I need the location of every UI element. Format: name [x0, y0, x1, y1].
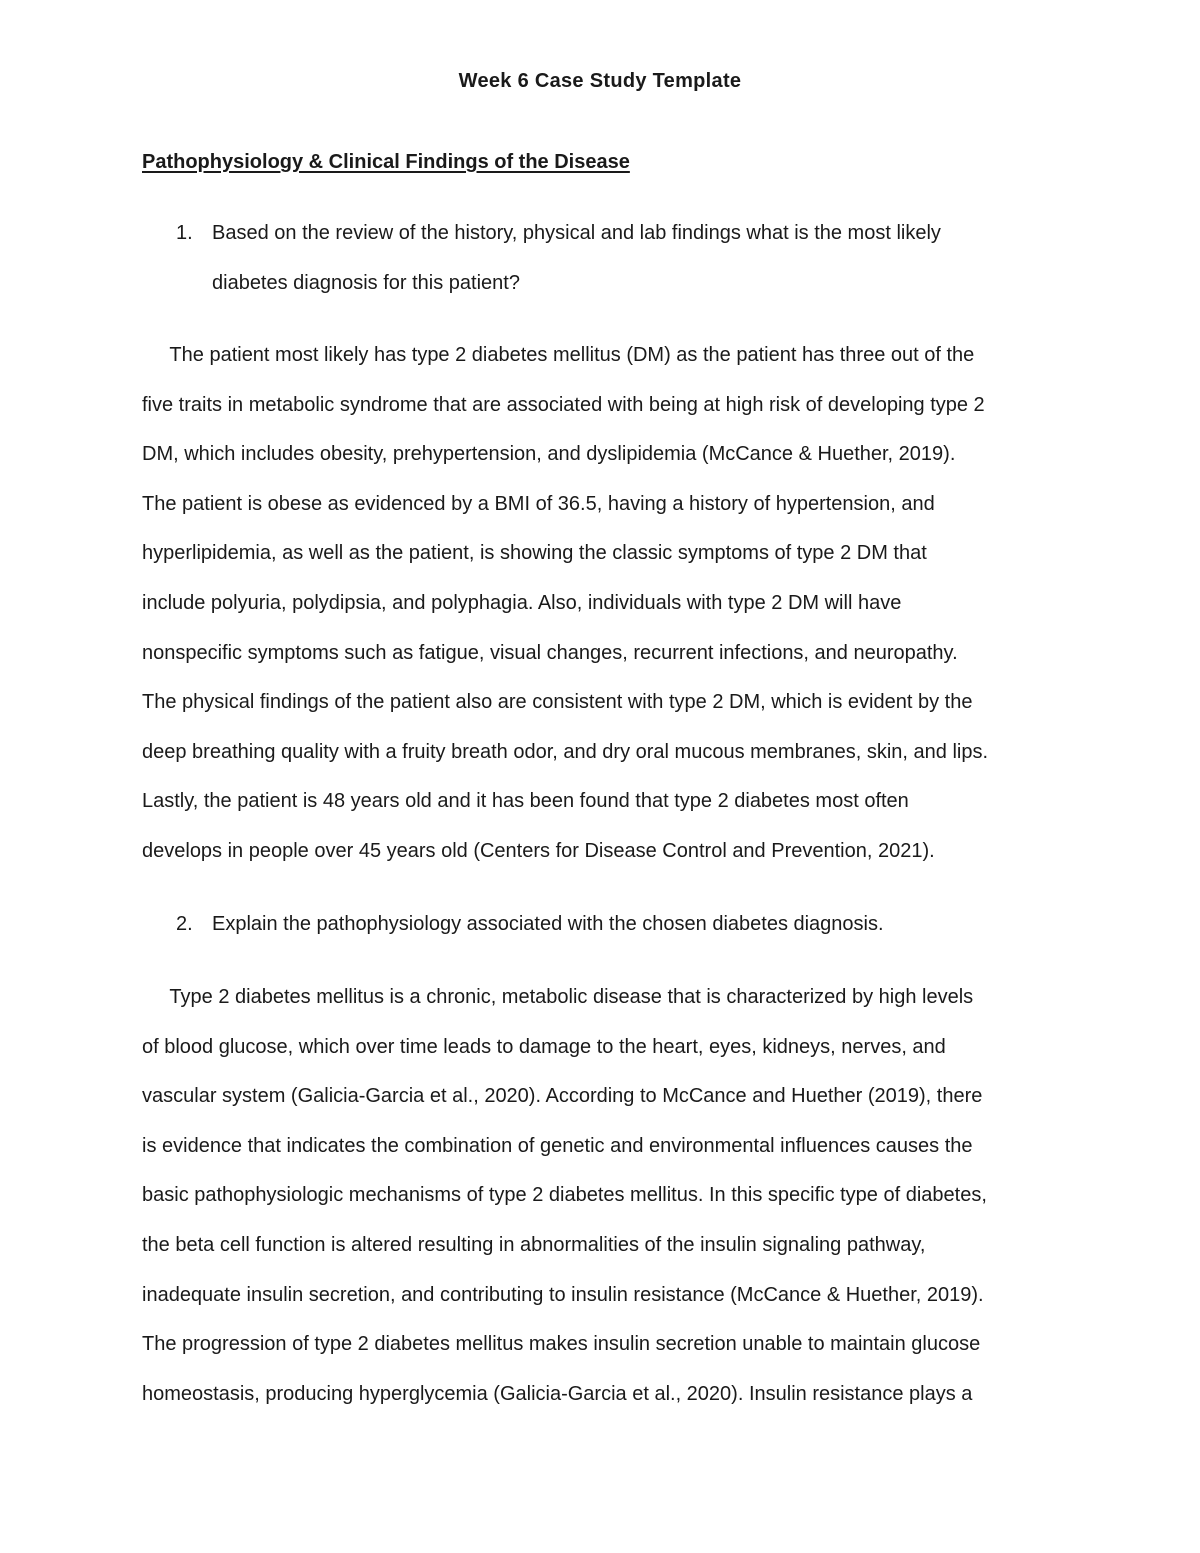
question-line: diabetes diagnosis for this patient? [212, 271, 520, 294]
question-text [212, 900, 1076, 950]
paragraph-line: Lastly, the patient is 48 years old and it has been found that type 2 diabetes most often [142, 790, 909, 813]
paragraph-line: DM, which includes obesity, prehypertension, and dyslipidemia (McCance & Huether, 2019). [142, 443, 956, 466]
paragraph-line: vascular system (Galicia-Garcia et al., 2020). According to McCance and Huether (2019), there [142, 1085, 983, 1108]
question-number: 1. [176, 222, 193, 244]
paragraph-line: is evidence that indicates the combination of genetic and environmental influences causes the [142, 1134, 973, 1157]
answer-paragraph-1 [142, 331, 1062, 877]
paragraph-line: include polyuria, polydipsia, and polyphagia. Also, individuals with type 2 DM will have [142, 591, 902, 614]
paragraph-line: inadequate insulin secretion, and contributing to insulin resistance (McCance & Huether, 2019). [142, 1283, 984, 1306]
paragraph-line: five traits in metabolic syndrome that are associated with being at high risk of developing type 2 [142, 393, 985, 416]
paragraph-line: The patient most likely has type 2 diabetes mellitus (DM) as the patient has three out of the [142, 344, 975, 366]
paragraph-line: The physical findings of the patient also are consistent with type 2 DM, which is evident by the [142, 691, 973, 714]
paragraph-line: hyperlipidemia, as well as the patient, is showing the classic symptoms of type 2 DM that [142, 542, 927, 565]
question-text [212, 209, 1076, 308]
document-title: Week 6 Case Study Template [458, 70, 742, 92]
question-line: Based on the review of the history, physical and lab findings what is the most likely [212, 222, 941, 244]
question-number: 2. [176, 913, 193, 935]
paragraph-line: the beta cell function is altered resulting in abnormalities of the insulin signaling pathway, [142, 1233, 926, 1256]
paragraph-line: The progression of type 2 diabetes mellitus makes insulin secretion unable to maintain glucose [142, 1333, 981, 1356]
paragraph-line: nonspecific symptoms such as fatigue, visual changes, recurrent infections, and neuropathy. [142, 641, 958, 664]
paragraph-line: deep breathing quality with a fruity breath odor, and dry oral mucous membranes, skin, and lips. [142, 740, 989, 763]
question-1 [176, 209, 1076, 308]
question-2 [176, 900, 1076, 950]
section-heading: Pathophysiology & Clinical Findings of the Disease [142, 151, 630, 173]
paragraph-line: develops in people over 45 years old (Centers for Disease Control and Prevention, 2021). [142, 839, 935, 862]
question-line: Explain the pathophysiology associated with the chosen diabetes diagnosis. [212, 913, 884, 935]
paragraph-line: The patient is obese as evidenced by a BMI of 36.5, having a history of hypertension, and [142, 492, 935, 515]
paragraph-line: homeostasis, producing hyperglycemia (Galicia-Garcia et al., 2020). Insulin resistance plays a [142, 1382, 973, 1405]
paragraph-line: basic pathophysiologic mechanisms of type 2 diabetes mellitus. In this specific type of diabetes, [142, 1184, 987, 1207]
paragraph-line: of blood glucose, which over time leads to damage to the heart, eyes, kidneys, nerves, and [142, 1035, 946, 1058]
answer-paragraph-2 [142, 973, 1062, 1419]
paragraph-line: Type 2 diabetes mellitus is a chronic, metabolic disease that is characterized by high levels [142, 986, 974, 1008]
